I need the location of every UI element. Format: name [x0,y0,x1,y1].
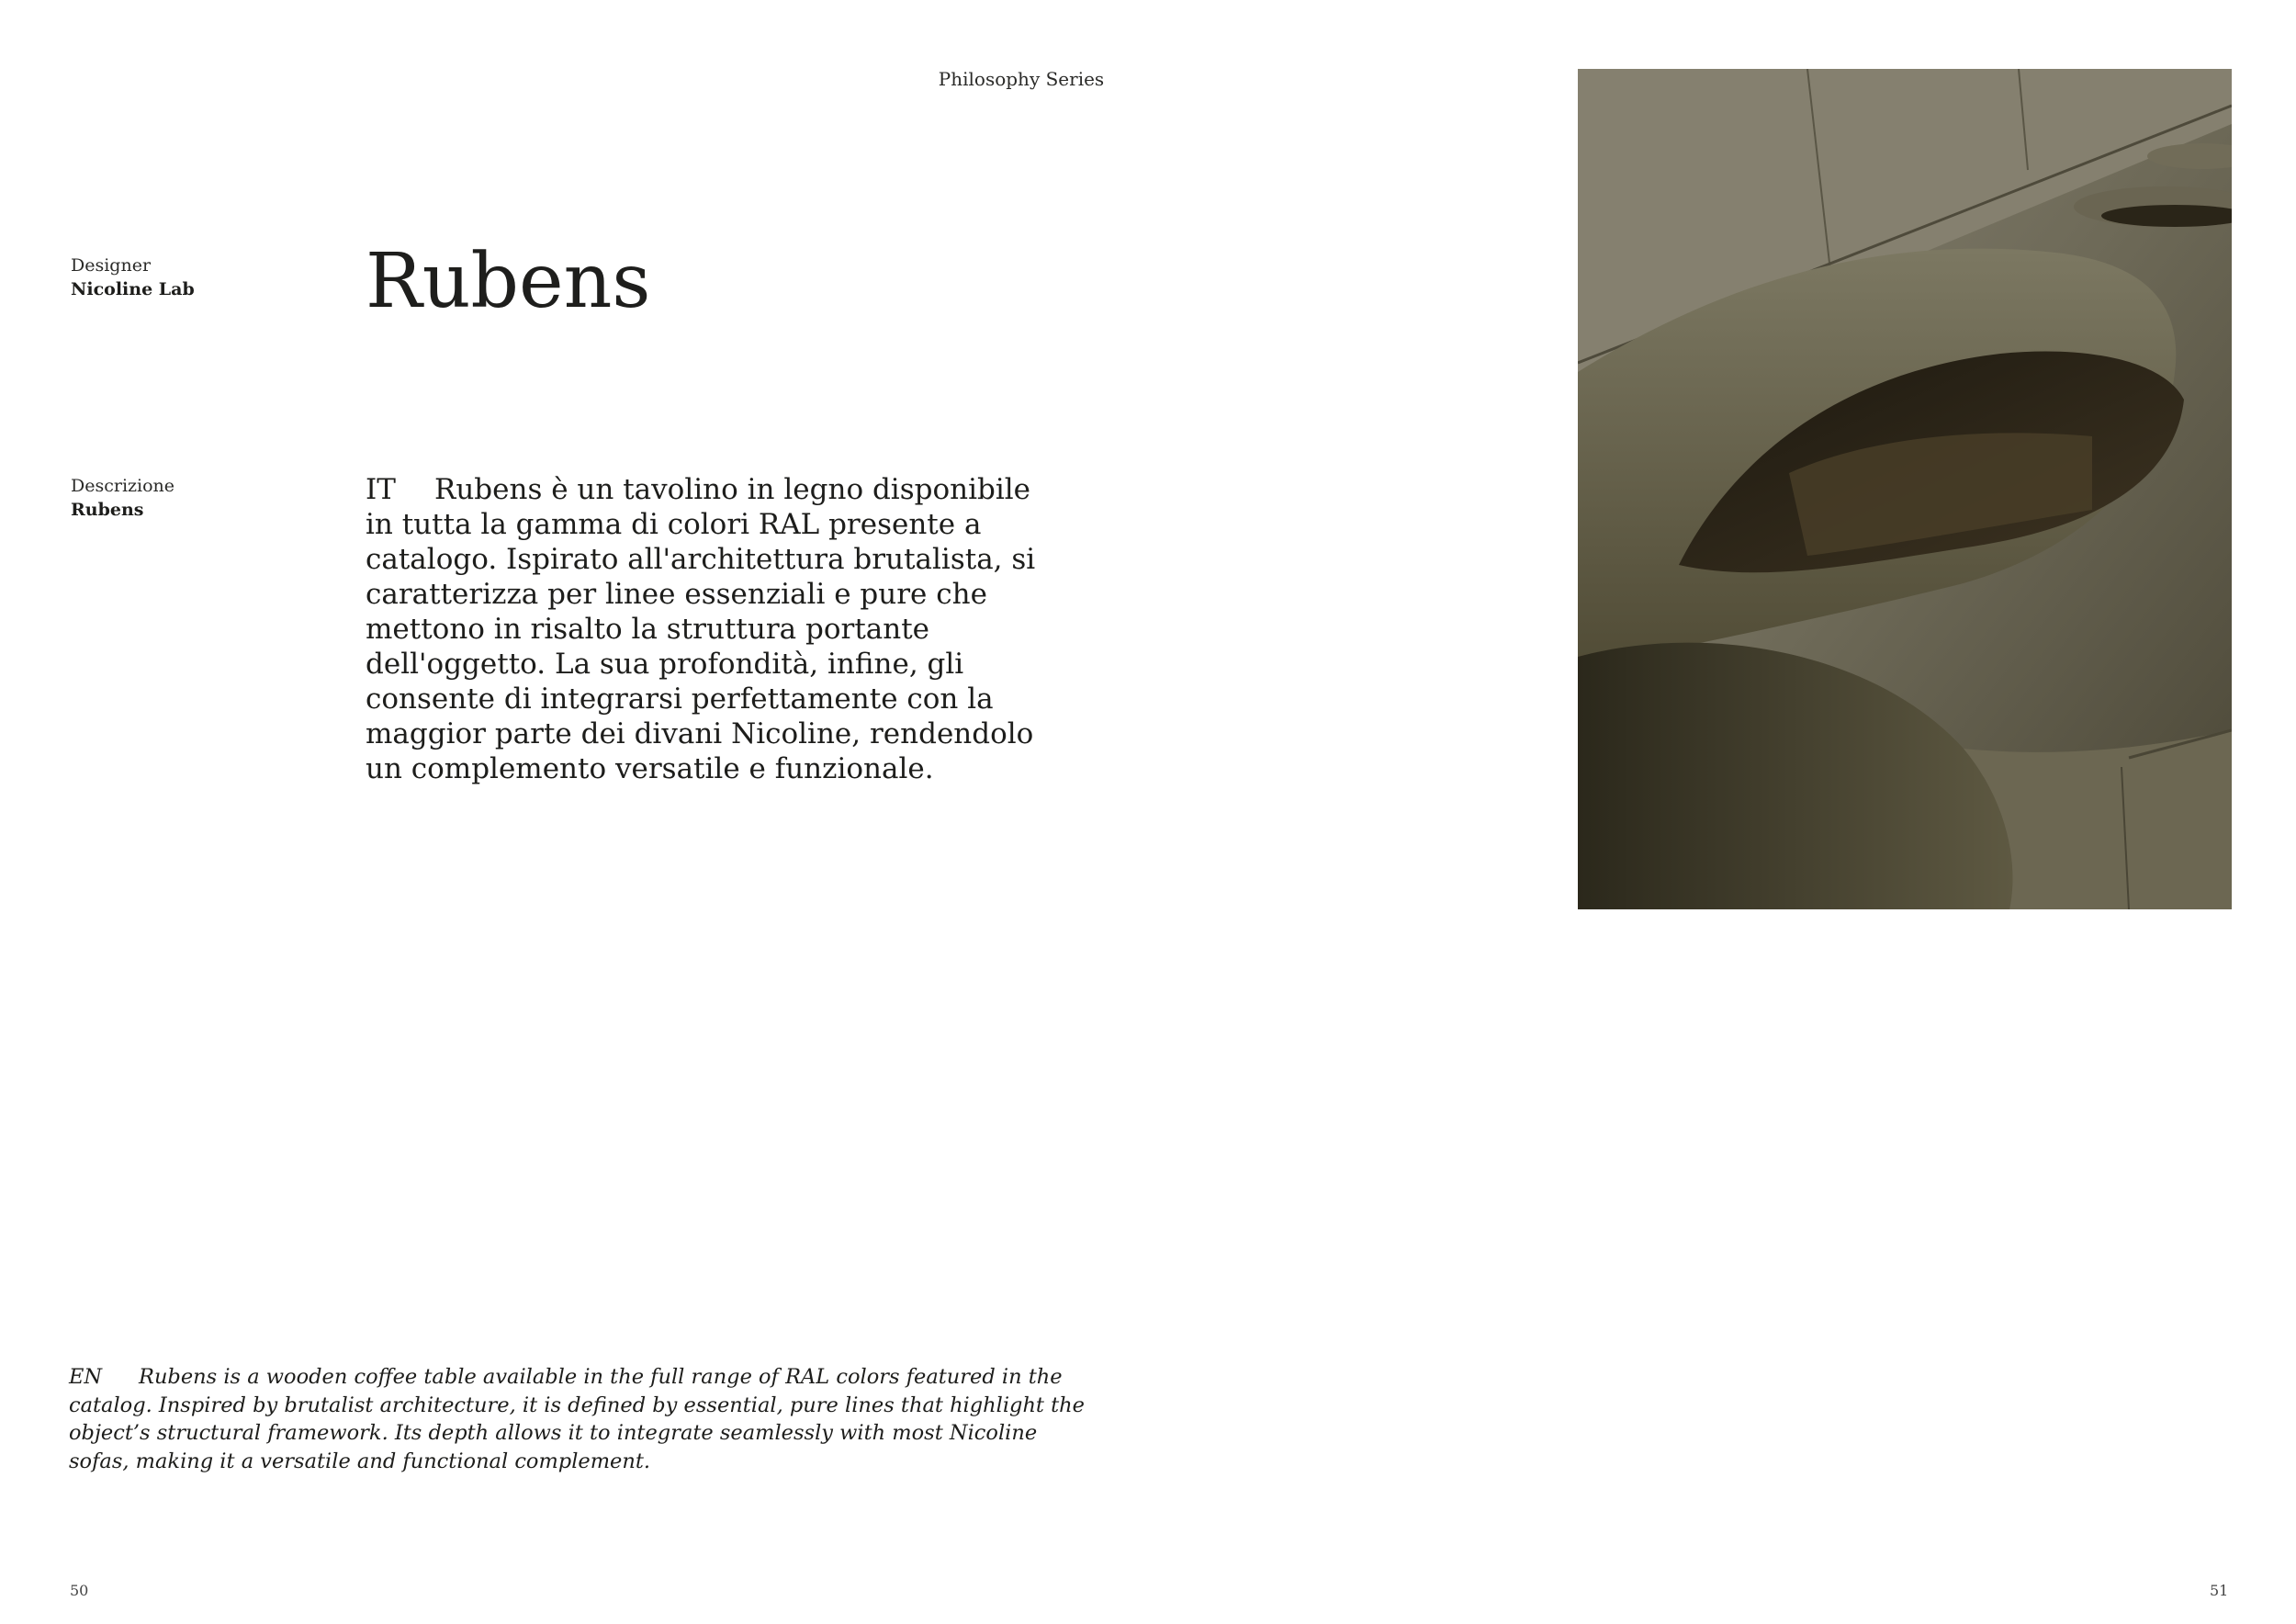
series-header: Philosophy Series [938,68,1105,90]
description-value: Rubens [71,500,144,520]
page-number-right: 51 [2210,1582,2229,1599]
designer-name: Nicoline Lab [71,279,195,299]
english-description [69,1363,1088,1475]
italian-body: Rubens è un tavolino in legno disponibile in tutta la gamma di colori RAL presente a catalogo. Ispirato all'architettura brutalista, si caratterizza per linee essenziali e pure che mettono in risalto la struttura portante dell'oggetto. La sua profondità, infine, gli consente di integrarsi perfettamente con la maggior parte dei divani Nicoline, rendendolo un complemento versatile e funzionale. [366,473,1036,785]
english-body: Rubens is a wooden coffee table available in the full range of RAL colors featured in the catalog. Inspired by brutalist architecture, it is defined by essential, pure lines that highlight the object’s structural framework. Its depth allows it to integrate seamlessly with most Nicoline sofas, making it a versatile and functional complement. [69,1365,1085,1473]
italian-description [366,472,1064,786]
description-block [71,474,174,522]
architecture-photo [1578,69,2232,909]
lang-tag-en: EN [69,1365,103,1389]
product-title: Rubens [366,238,651,325]
designer-label: Designer [71,255,152,276]
page-number-left: 50 [70,1582,89,1599]
designer-block [71,254,195,301]
lang-tag-it: IT [366,473,396,506]
description-label: Descrizione [71,476,175,496]
